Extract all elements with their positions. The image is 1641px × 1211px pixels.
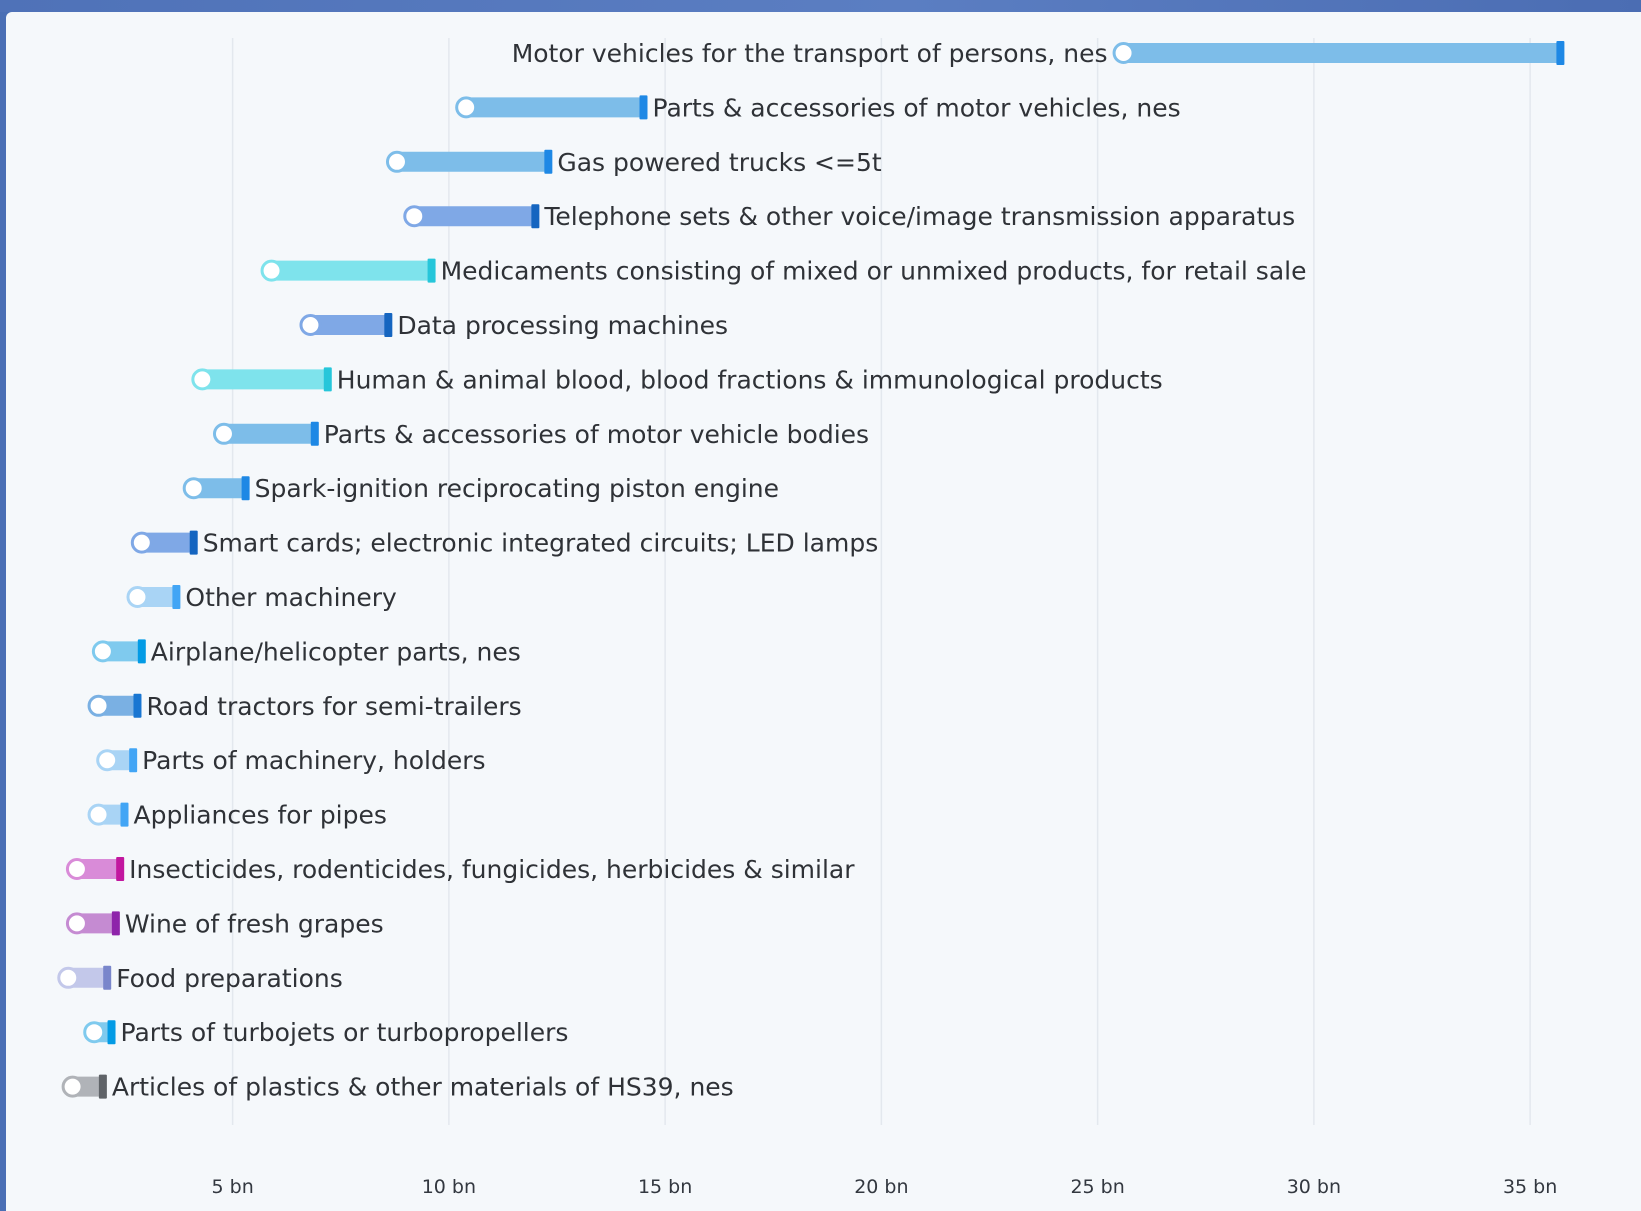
- dumbbell-row[interactable]: [93, 637, 520, 666]
- range-bar: [1124, 43, 1561, 63]
- row-label: Insecticides, rodenticides, fungicides, herbicides & similar: [129, 855, 855, 884]
- start-marker: [214, 424, 233, 443]
- range-bar: [397, 152, 548, 172]
- end-marker: [172, 585, 180, 609]
- x-axis: [212, 1176, 1558, 1198]
- x-tick-label: 35 bn: [1502, 1176, 1558, 1198]
- end-marker: [99, 1075, 107, 1099]
- dumbbell-row[interactable]: [85, 1018, 569, 1047]
- grid-layer: [233, 38, 1531, 1125]
- end-marker: [116, 857, 124, 881]
- row-label: Parts of turbojets or turbopropellers: [120, 1018, 569, 1048]
- end-marker: [112, 911, 120, 935]
- end-marker: [103, 966, 111, 990]
- start-marker: [67, 860, 86, 879]
- end-marker: [428, 259, 436, 283]
- start-marker: [301, 316, 320, 335]
- row-label: Road tractors for semi-trailers: [146, 691, 522, 721]
- end-marker: [531, 204, 539, 228]
- start-marker: [98, 751, 117, 770]
- start-marker: [63, 1077, 82, 1096]
- dumbbell-row[interactable]: [89, 801, 387, 830]
- end-marker: [324, 367, 332, 391]
- start-marker: [132, 533, 151, 552]
- end-marker: [133, 694, 141, 718]
- end-marker: [384, 313, 392, 337]
- dumbbell-row[interactable]: [98, 746, 486, 775]
- dumbbell-row[interactable]: [512, 39, 1565, 68]
- row-label: Parts & accessories of motor vehicle bodies: [323, 419, 870, 449]
- row-label: Telephone sets & other voice/image transmission apparatus: [544, 202, 1296, 232]
- row-label: Food preparations: [116, 963, 343, 993]
- row-label: Articles of plastics & other materials of HS39, nes: [111, 1072, 734, 1102]
- dumbbell-row[interactable]: [457, 93, 1181, 122]
- end-marker: [138, 639, 146, 663]
- end-marker: [242, 476, 250, 500]
- row-label: Wine of fresh grapes: [124, 909, 384, 939]
- start-marker: [184, 479, 203, 498]
- dumbbell-row[interactable]: [301, 311, 728, 340]
- row-label: Medicaments consisting of mixed or unmixed products, for retail sale: [440, 256, 1307, 286]
- dumbbell-row[interactable]: [59, 964, 343, 993]
- start-marker: [85, 1023, 104, 1042]
- x-tick-label: 30 bn: [1286, 1176, 1342, 1198]
- bars-layer: [59, 39, 1565, 1102]
- row-label: Gas powered trucks <=5t: [557, 147, 882, 177]
- x-tick-label: 20 bn: [854, 1176, 909, 1198]
- dumbbell-row[interactable]: [89, 692, 522, 721]
- range-bar: [466, 97, 643, 117]
- dumbbell-row[interactable]: [67, 855, 855, 884]
- dumbbell-row[interactable]: [132, 529, 878, 558]
- start-marker: [457, 98, 476, 117]
- row-label: Human & animal blood, blood fractions & immunological products: [336, 365, 1163, 395]
- start-marker: [59, 968, 78, 987]
- x-tick-label: 25 bn: [1070, 1176, 1125, 1198]
- row-label: Parts & accessories of motor vehicles, nes: [652, 93, 1181, 123]
- start-marker: [89, 696, 108, 715]
- start-marker: [193, 370, 212, 389]
- row-label: Appliances for pipes: [133, 800, 387, 830]
- range-bar: [310, 315, 388, 335]
- start-marker: [128, 588, 147, 607]
- dumbbell-row[interactable]: [184, 474, 779, 503]
- x-tick-label: 5 bn: [211, 1176, 254, 1198]
- end-marker: [311, 422, 319, 446]
- range-bar: [224, 424, 315, 444]
- x-tick-label: 15 bn: [637, 1176, 693, 1198]
- end-marker: [190, 531, 198, 555]
- row-label: Airplane/helicopter parts, nes: [150, 637, 521, 667]
- range-bar: [414, 206, 535, 226]
- end-marker: [640, 95, 648, 119]
- end-marker: [121, 803, 129, 827]
- range-bar: [272, 261, 432, 281]
- dumbbell-row[interactable]: [63, 1073, 734, 1102]
- end-marker: [544, 150, 552, 174]
- dumbbell-row[interactable]: [128, 583, 397, 612]
- range-bar: [202, 369, 327, 389]
- dumbbell-row[interactable]: [193, 365, 1163, 394]
- row-label: Data processing machines: [397, 311, 729, 340]
- row-label: Spark-ignition reciprocating piston engine: [254, 474, 780, 504]
- start-marker: [262, 261, 281, 280]
- start-marker: [93, 642, 112, 661]
- end-marker: [108, 1020, 116, 1044]
- row-label: Motor vehicles for the transport of persons, nes: [511, 39, 1108, 68]
- row-label: Other machinery: [185, 583, 397, 612]
- row-label: Smart cards; electronic integrated circuits; LED lamps: [202, 528, 879, 558]
- start-marker: [1114, 44, 1133, 63]
- end-marker: [129, 748, 137, 772]
- dumbbell-row[interactable]: [405, 202, 1295, 231]
- start-marker: [89, 805, 108, 824]
- x-tick-label: 10 bn: [421, 1176, 477, 1198]
- dumbbell-row[interactable]: [262, 257, 1306, 286]
- row-label: Parts of machinery, holders: [142, 746, 486, 776]
- dumbbell-row[interactable]: [387, 148, 881, 177]
- dumbbell-row[interactable]: [67, 909, 383, 938]
- start-marker: [67, 914, 86, 933]
- start-marker: [387, 152, 406, 171]
- start-marker: [405, 207, 424, 226]
- end-marker: [1556, 41, 1564, 65]
- dumbbell-row[interactable]: [214, 420, 869, 449]
